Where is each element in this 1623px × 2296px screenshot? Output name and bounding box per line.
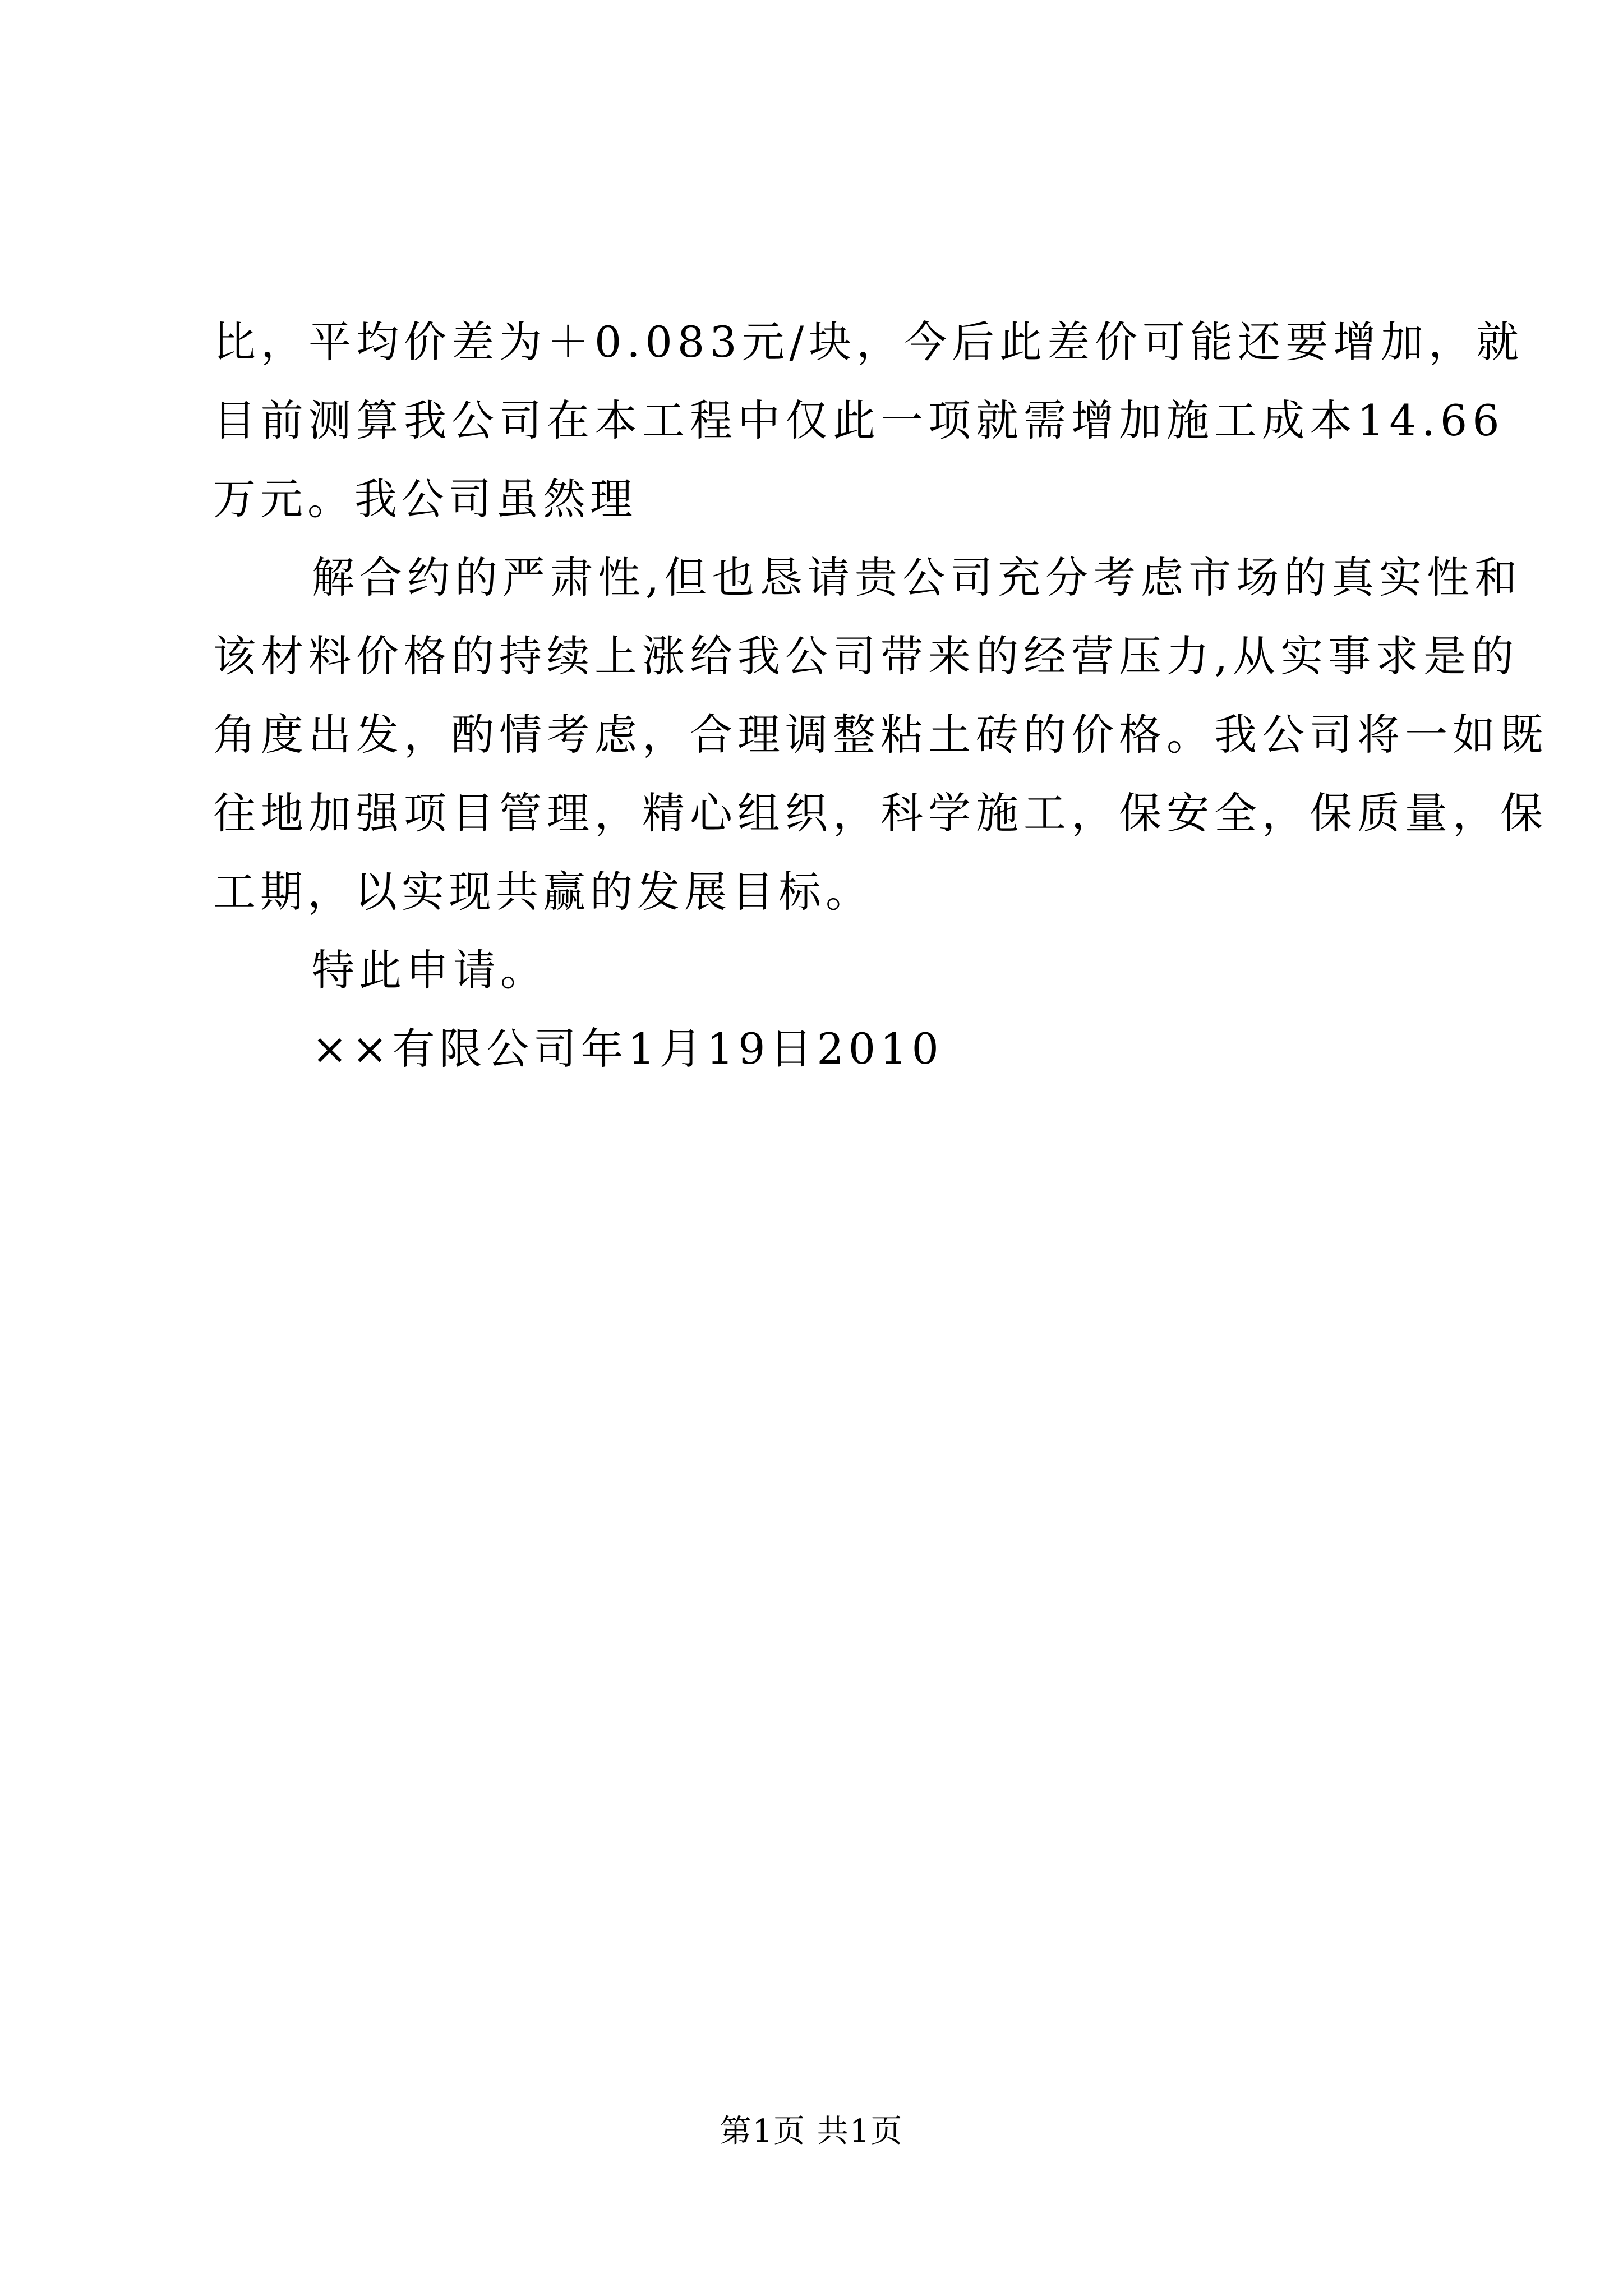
closing-line: 特此申请。 <box>312 945 547 995</box>
signature-date-line: ××有限公司年1月19日2010 <box>312 1024 943 1074</box>
body-text-line: 工期，以实现共赢的发展目标。 <box>213 867 873 917</box>
body-text-line: 万元。我公司虽然理 <box>213 474 637 524</box>
body-text-line: 往地加强项目管理，精心组织，科学施工，保安全，保质量，保 <box>213 788 1548 838</box>
page-number-footer: 第1页 共1页 <box>720 2113 903 2150</box>
body-text-line: 目前测算我公司在本工程中仅此一项就需增加施工成本14.66 <box>213 395 1505 445</box>
body-text-line: 解合约的严肃性,但也恳请贵公司充分考虑市场的真实性和 <box>312 553 1523 602</box>
body-text-line: 比，平均价差为＋0.083元/块，今后此差价可能还要增加，就 <box>213 317 1524 367</box>
body-text-line: 该材料价格的持续上涨给我公司带来的经营压力,从实事求是的 <box>213 631 1519 681</box>
body-text-line: 角度出发，酌情考虑，合理调整粘土砖的价格。我公司将一如既 <box>213 710 1548 760</box>
